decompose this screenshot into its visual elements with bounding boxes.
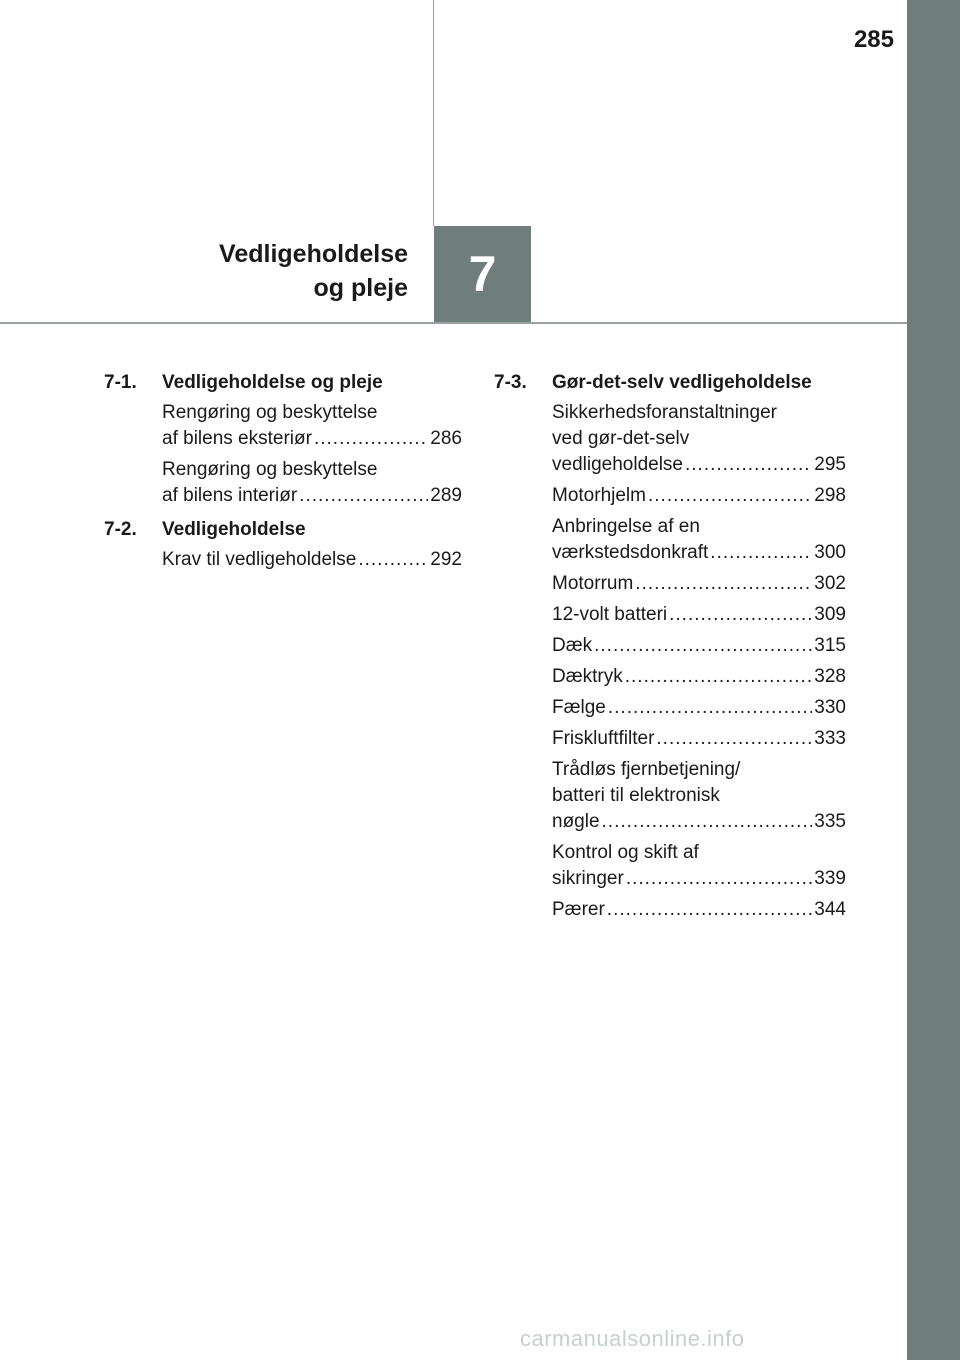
toc-entry-text: Dæktryk	[552, 666, 623, 687]
toc-section	[494, 370, 846, 923]
dot-leader	[656, 726, 812, 752]
toc-entry-text: værkstedsdonkraft	[552, 542, 709, 563]
dot-leader	[607, 897, 813, 923]
toc-entry[interactable]	[552, 571, 846, 597]
toc-entry-page: 335	[814, 811, 846, 832]
toc-entry-line	[552, 809, 846, 835]
toc-entry-text: Motorrum	[552, 573, 634, 594]
toc-entry-line: ved gør-det-selv	[552, 428, 690, 449]
toc-entry[interactable]	[162, 457, 462, 509]
toc-entry-line	[162, 547, 462, 573]
toc-entry-text: af bilens interiør	[162, 485, 298, 506]
toc-entry-text: Dæk	[552, 635, 593, 656]
toc-entry[interactable]	[552, 514, 846, 566]
toc-entry-page: 330	[814, 697, 846, 718]
toc-entry[interactable]	[552, 633, 846, 659]
toc-entry-text: Krav til vedligeholdelse	[162, 549, 357, 570]
chapter-number-box	[434, 226, 531, 322]
toc-entry-text: Motorhjelm	[552, 485, 646, 506]
toc-entry-page: 289	[430, 485, 462, 506]
section-heading	[494, 370, 846, 396]
dot-leader	[299, 483, 428, 509]
toc-entry[interactable]	[552, 897, 846, 923]
section-number: 7-1.	[104, 372, 137, 393]
toc-column-left	[104, 370, 462, 581]
toc-entry-page: 344	[814, 899, 846, 920]
toc-entry-line	[162, 426, 462, 452]
toc-entry-line	[162, 483, 462, 509]
toc-entry[interactable]	[162, 547, 462, 573]
toc-entry[interactable]	[552, 726, 846, 752]
chapter-title-line: og pleje	[313, 274, 408, 302]
watermark: carmanualsonline.info	[520, 1326, 745, 1351]
section-title: Vedligeholdelse og pleje	[162, 372, 383, 393]
chapter-number: 7	[468, 246, 497, 302]
dot-leader	[358, 547, 428, 573]
section-number: 7-3.	[494, 372, 527, 393]
toc-entries	[104, 400, 462, 509]
toc-section	[104, 370, 462, 509]
toc-entry[interactable]	[162, 400, 462, 452]
toc-entry-line	[552, 540, 846, 566]
toc-entry-line	[552, 897, 846, 923]
toc-entry-line: Kontrol og skift af	[552, 842, 699, 863]
toc-entry-page: 298	[814, 485, 846, 506]
section-number: 7-2.	[104, 519, 137, 540]
dot-leader	[648, 483, 812, 509]
toc-entry-line: Rengøring og beskyttelse	[162, 459, 378, 480]
toc-entry-text: nøgle	[552, 811, 600, 832]
vertical-divider	[433, 0, 434, 226]
toc-entry[interactable]	[552, 602, 846, 628]
toc-entry-line	[552, 633, 846, 659]
toc-entry-line	[552, 866, 846, 892]
toc-entry-page: 328	[814, 666, 846, 687]
toc-entry-text: Pærer	[552, 899, 605, 920]
toc-entries	[104, 547, 462, 573]
toc-entry-page: 309	[814, 604, 846, 625]
toc-entry[interactable]	[552, 695, 846, 721]
chapter-title-line: Vedligeholdelse	[219, 240, 408, 268]
side-tab	[907, 0, 960, 1360]
toc-entry-line	[552, 695, 846, 721]
dot-leader	[594, 633, 812, 659]
toc-section	[104, 517, 462, 573]
dot-leader	[710, 540, 812, 566]
toc-entry-page: 295	[814, 454, 846, 475]
toc-entry-text: sikringer	[552, 868, 624, 889]
toc-entry-line	[552, 452, 846, 478]
toc-entry-page: 315	[814, 635, 846, 656]
toc-entry-page: 300	[814, 542, 846, 563]
page-number: 285	[853, 26, 894, 53]
toc-entry-line: Rengøring og beskyttelse	[162, 402, 378, 423]
section-title: Gør-det-selv vedligeholdelse	[552, 372, 812, 393]
toc-entry-text: Friskluftfilter	[552, 728, 655, 749]
chapter-title	[219, 237, 408, 305]
toc-entry-page: 333	[814, 728, 846, 749]
toc-entry-text: 12-volt batteri	[552, 604, 668, 625]
toc-entry-page: 339	[814, 868, 846, 889]
toc-entry-line	[552, 571, 846, 597]
toc-entry-line	[552, 602, 846, 628]
dot-leader	[669, 602, 812, 628]
toc-entry-text: Fælge	[552, 697, 606, 718]
toc-column-right	[494, 370, 846, 931]
toc-entry-line	[552, 483, 846, 509]
toc-entry-text: vedligeholdelse	[552, 454, 683, 475]
toc-entry-text: af bilens eksteriør	[162, 428, 312, 449]
toc-entry[interactable]	[552, 400, 846, 478]
dot-leader	[602, 809, 813, 835]
toc-entry-line: batteri til elektronisk	[552, 785, 720, 806]
section-title: Vedligeholdelse	[162, 519, 306, 540]
horizontal-divider	[0, 322, 907, 324]
toc-entry-line	[552, 726, 846, 752]
toc-entry-page: 292	[430, 549, 462, 570]
toc-entries	[494, 400, 846, 923]
toc-entry[interactable]	[552, 757, 846, 835]
toc-entry-page: 286	[430, 428, 462, 449]
section-heading	[104, 370, 462, 396]
dot-leader	[625, 664, 813, 690]
toc-entry-line: Anbringelse af en	[552, 516, 700, 537]
dot-leader	[314, 426, 428, 452]
toc-entry[interactable]	[552, 840, 846, 892]
toc-entry[interactable]	[552, 483, 846, 509]
dot-leader	[626, 866, 812, 892]
dot-leader	[685, 452, 812, 478]
section-heading	[104, 517, 462, 543]
toc-entry[interactable]	[552, 664, 846, 690]
dot-leader	[635, 571, 812, 597]
toc-entry-line	[552, 664, 846, 690]
toc-entry-page: 302	[814, 573, 846, 594]
toc-entry-line: Trådløs fjernbetjening/	[552, 759, 741, 780]
dot-leader	[608, 695, 812, 721]
toc-entry-line: Sikkerhedsforanstaltninger	[552, 402, 777, 423]
